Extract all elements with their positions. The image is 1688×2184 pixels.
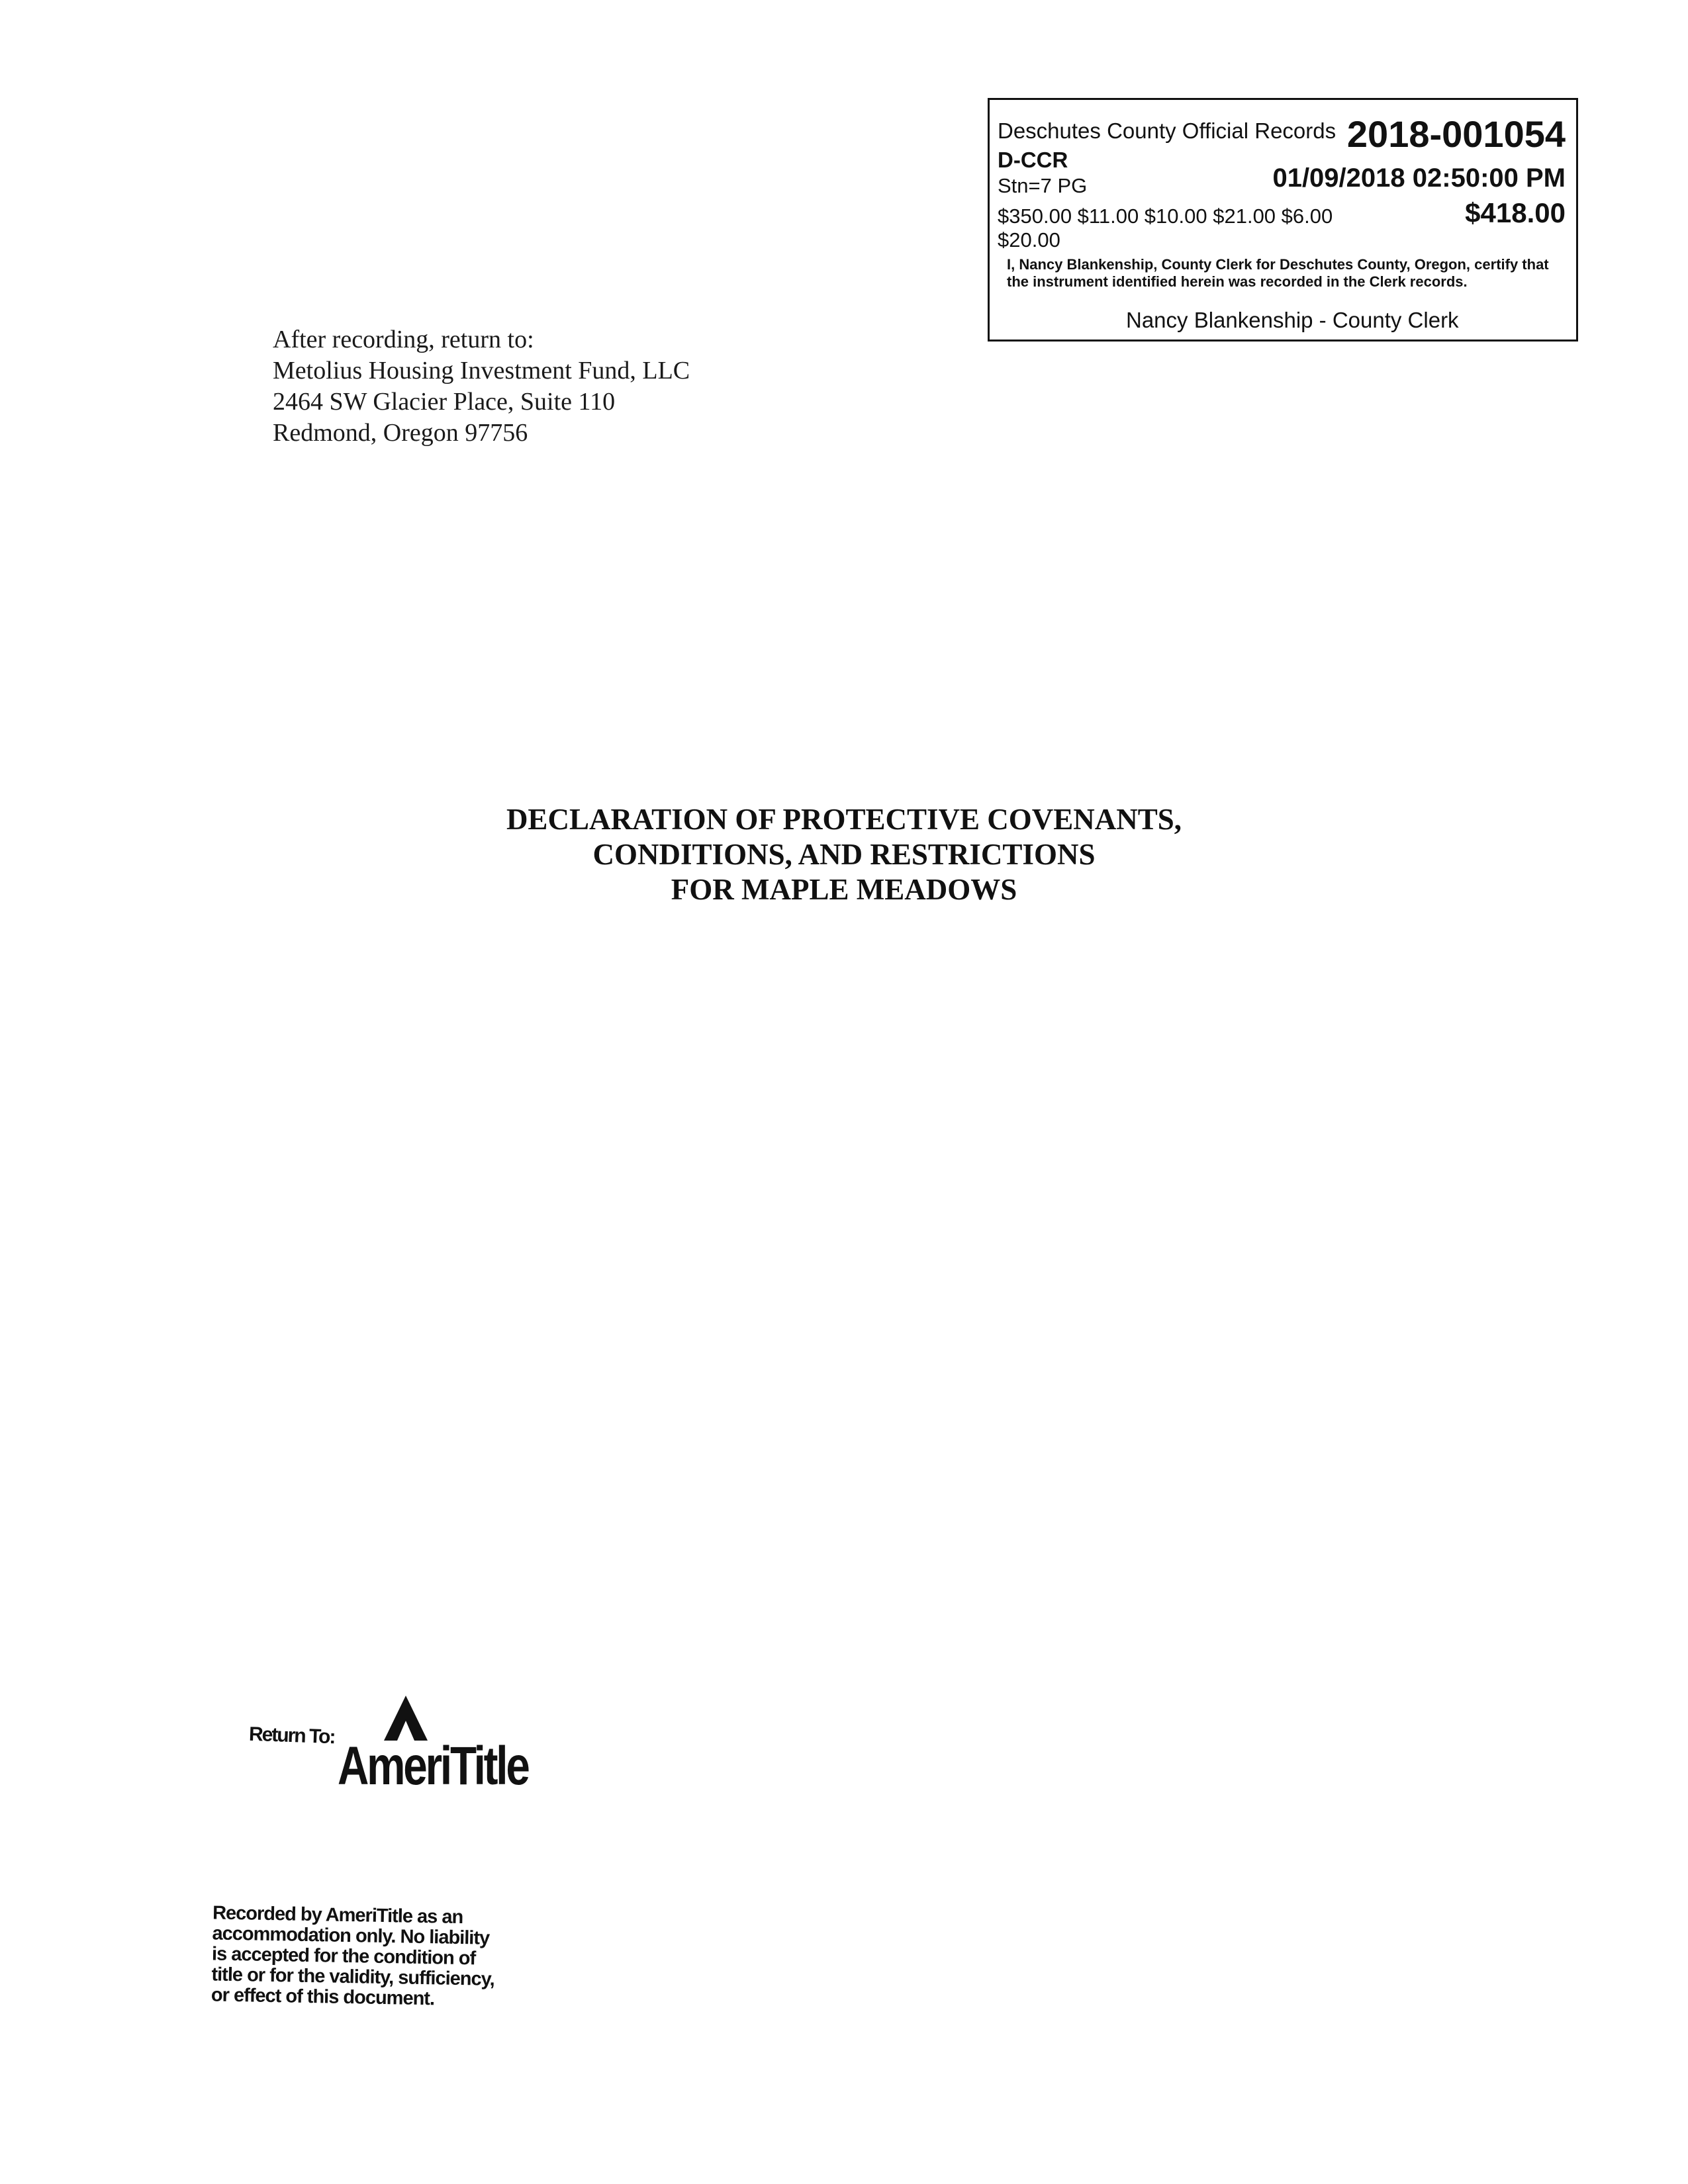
clerk-signature: Nancy Blankenship - County Clerk	[1126, 308, 1459, 332]
recorded-datetime: 01/09/2018 02:50:00 PM	[1272, 163, 1566, 193]
title-line-2: CONDITIONS, AND RESTRICTIONS	[592, 838, 1096, 871]
ameritle-logo-icon	[383, 1694, 429, 1742]
return-name: Metolius Housing Investment Fund, LLC	[273, 357, 690, 385]
document-number: 2018-001054	[1346, 113, 1566, 155]
title-line-3: FOR MAPLE MEADOWS	[671, 873, 1017, 906]
county-records-label: Deschutes County Official Records	[998, 118, 1336, 143]
fees-line-2: $20.00	[998, 228, 1060, 251]
disclaimer-line: is accepted for the condition of	[211, 1943, 476, 1970]
disclaimer-line: or effect of this document.	[211, 1984, 435, 2010]
station-label: Stn=7 PG	[998, 174, 1088, 197]
disclaimer-line: accommodation only. No liability	[212, 1923, 490, 1949]
return-heading: After recording, return to:	[273, 326, 534, 353]
clerk-certification: I, Nancy Blankenship, County Clerk for Deschutes County, Oregon, certify that the instrument identified herein was recorded in the Clerk records.	[1007, 256, 1549, 290]
document-type: D-CCR	[998, 148, 1068, 172]
return-address-block	[273, 324, 690, 449]
return-street: 2464 SW Glacier Place, Suite 110	[273, 388, 616, 416]
document-title	[0, 802, 1688, 907]
ameritle-logo-text: AmeriTitle	[338, 1736, 528, 1796]
recording-stamp	[988, 98, 1578, 341]
fees-total: $418.00	[1465, 197, 1566, 228]
title-line-1: DECLARATION OF PROTECTIVE COVENANTS,	[506, 803, 1182, 836]
ameritle-disclaimer	[211, 1903, 557, 2011]
disclaimer-line: title or for the validity, sufficiency,	[211, 1964, 494, 1990]
return-to-label: Return To:	[248, 1723, 335, 1749]
return-city-state-zip: Redmond, Oregon 97756	[273, 419, 528, 447]
disclaimer-line: Recorded by AmeriTitle as an	[212, 1902, 463, 1929]
fees-line-1: $350.00 $11.00 $10.00 $21.00 $6.00	[998, 205, 1333, 228]
